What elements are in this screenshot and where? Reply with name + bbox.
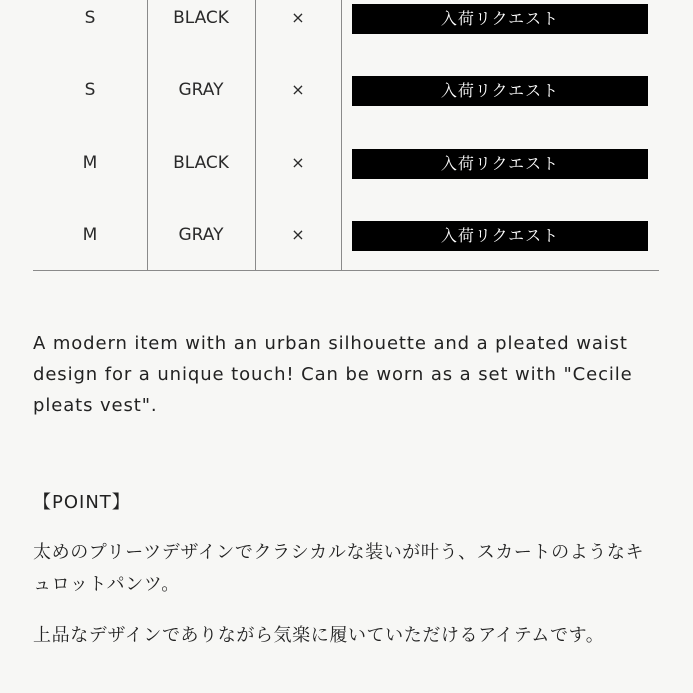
restock-request-button[interactable]: 入荷リクエスト: [352, 4, 648, 34]
size-cell: S: [84, 8, 96, 28]
table-row: [33, 72, 659, 108]
out-of-stock-mark: ×: [291, 8, 305, 27]
out-of-stock-mark: ×: [291, 225, 305, 244]
table-row: [33, 217, 659, 253]
table-bottom-border: [33, 270, 659, 271]
color-cell: BLACK: [173, 8, 229, 28]
point-paragraph: 上品なデザインでありながら気楽に履いていただけるアイテムです。: [33, 625, 605, 646]
point-paragraph: 太めのプリーツデザインでクラシカルな装いが叶う、スカートのようなキュロットパンツ。: [33, 542, 645, 595]
restock-request-button[interactable]: 入荷リクエスト: [352, 221, 648, 251]
product-description: A modern item with an urban silhouette and a pleated waist design for a unique touch! Can be worn as a set with "Cecile pleats vest".: [33, 333, 633, 416]
color-cell: BLACK: [173, 153, 229, 173]
stock-table: [33, 0, 659, 272]
point-heading: 【POINT】: [33, 492, 131, 513]
size-cell: M: [82, 225, 98, 245]
restock-request-button[interactable]: 入荷リクエスト: [352, 149, 648, 179]
restock-request-button[interactable]: 入荷リクエスト: [352, 76, 648, 106]
size-cell: M: [82, 153, 98, 173]
color-cell: GRAY: [178, 225, 224, 245]
color-cell: GRAY: [178, 80, 224, 100]
out-of-stock-mark: ×: [291, 153, 305, 172]
size-cell: S: [84, 80, 96, 100]
table-row: [33, 145, 659, 181]
table-row: [33, 0, 659, 36]
out-of-stock-mark: ×: [291, 80, 305, 99]
